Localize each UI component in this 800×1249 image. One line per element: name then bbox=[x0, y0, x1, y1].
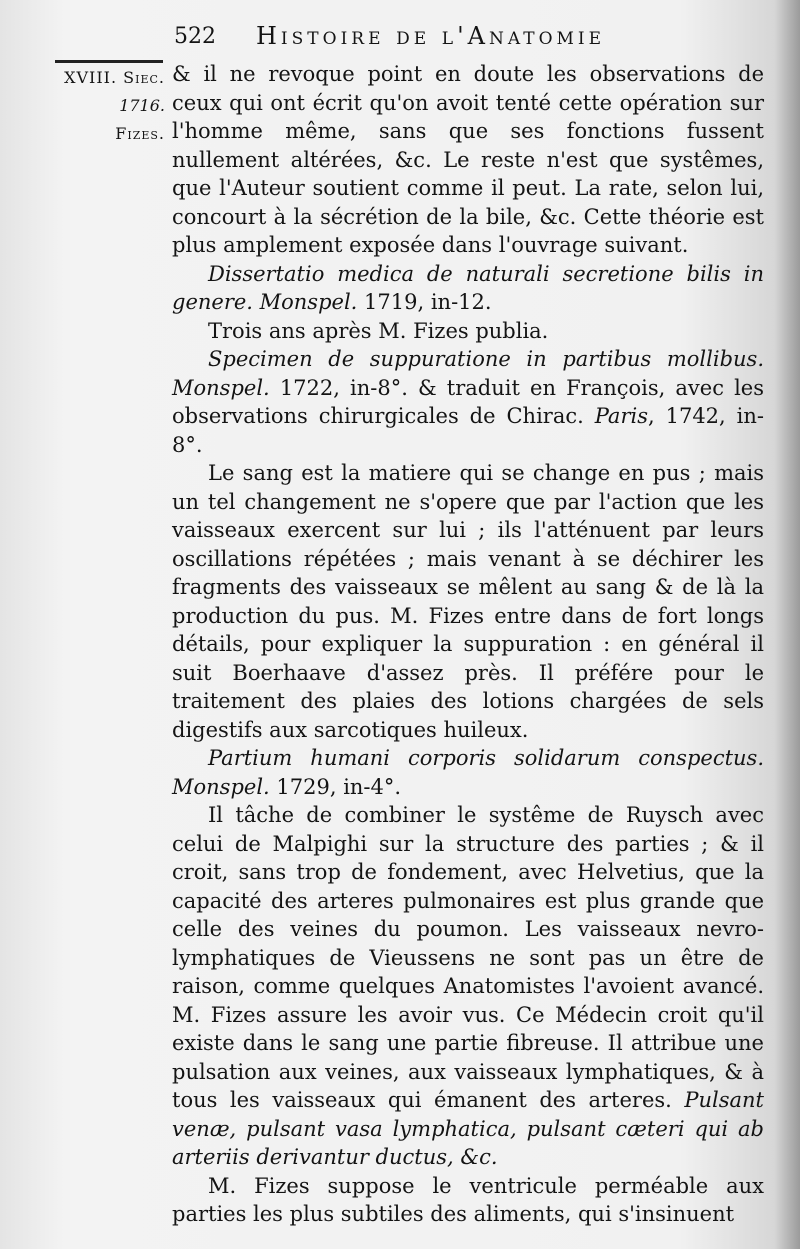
bibliographic-entry bbox=[172, 260, 764, 317]
work-title: Specimen de suppuratione in partibus mollibus. Monspel. bbox=[172, 347, 764, 400]
paragraph: Le sang est la matiere qui se change en pus ; mais un tel changement ne s'opere que par l'action que les vaisseaux exercent sur lui ; ils l'atténuent par leurs oscillations répétées ; mais venant à se déchirer les fragments des vaisseaux se mêlent au sang & de là la production du pus. M. Fizes entre dans de fort longs détails, pour expliquer la suppuration : en général il suit Boerhaave d'assez près. Il préfére pour le traitement des plaies des lotions chargées de sels digestifs aux sarcotiques huileux. bbox=[172, 461, 764, 742]
margin-author: Fizes. bbox=[115, 124, 165, 143]
paragraph: M. Fizes suppose le ventricule perméable aux parties les plus subtiles des aliments, qui s'insinuent bbox=[172, 1173, 764, 1226]
bibliographic-entry bbox=[172, 345, 764, 459]
paragraph: & il ne revoque point en doute les observations de ceux qui ont écrit qu'on avoit tenté cette opération sur l'homme même, sans que ses fonctions fussent nullement altérées, &c. Le reste n'est que systêmes, que l'Auteur soutient comme il peut. La rate, selon lui, concourt à la sécrétion de la bile, &c. Cette théorie est plus amplement exposée dans l'ouvrage suivant. bbox=[172, 62, 764, 257]
paragraph: Trois ans après M. Fizes publia. bbox=[208, 318, 549, 343]
latin-quotation: Pulsant venæ, pulsant vasa lymphatica, pulsant cæteri qui ab arteriis derivantur ductus, &c. bbox=[172, 1088, 764, 1169]
margin-year: 1716. bbox=[119, 96, 165, 115]
margin-century: XVIII. Siec. bbox=[64, 68, 165, 87]
header-rule bbox=[55, 60, 163, 63]
paragraph bbox=[172, 801, 764, 1172]
work-title: Dissertatio medica de naturali secretione bilis in genere. Monspel. bbox=[172, 261, 764, 314]
margin-notes bbox=[40, 64, 165, 148]
work-details: 1719, in-12. bbox=[357, 290, 492, 314]
page-number: 522 bbox=[174, 24, 216, 49]
work-details-tail: , 1742, in-8°. bbox=[172, 404, 765, 457]
work-title: Partium humani corporis solidarum conspectus. Monspel. bbox=[172, 746, 764, 799]
bibliographic-entry bbox=[172, 744, 764, 801]
page-header bbox=[170, 18, 770, 58]
work-details: 1729, in-4°. bbox=[269, 774, 402, 799]
work-place: Paris bbox=[594, 404, 648, 428]
page-gutter-shadow bbox=[774, 0, 800, 1249]
running-title: Histoire de l'Anatomie bbox=[256, 22, 606, 50]
paragraph-text: Il tâche de combiner le systême de Ruysch avec celui de Malpighi sur la structure des parties ; & il croit, sans trop de fondement, avec Helvetius, que la capacité des arteres pulmonaires est plus grande que celle des veines du poumon. Les vaisseaux nevro-lymphatiques de Vieussens ne sont pas un être de raison, comme quelques Anatomistes l'avoient avancé. M. Fizes assure les avoir vus. Ce Médecin croit qu'il existe dans le sang une partie fibreuse. Il attribue une pulsation aux veines, aux vaisseaux lymphatiques, & à tous les vaisseaux qui émanent des arteres. bbox=[172, 803, 764, 1112]
body-text bbox=[172, 60, 764, 1229]
work-details: 1722, in-8°. & traduit en François, avec les observations chirurgicales de Chirac. bbox=[172, 375, 764, 428]
